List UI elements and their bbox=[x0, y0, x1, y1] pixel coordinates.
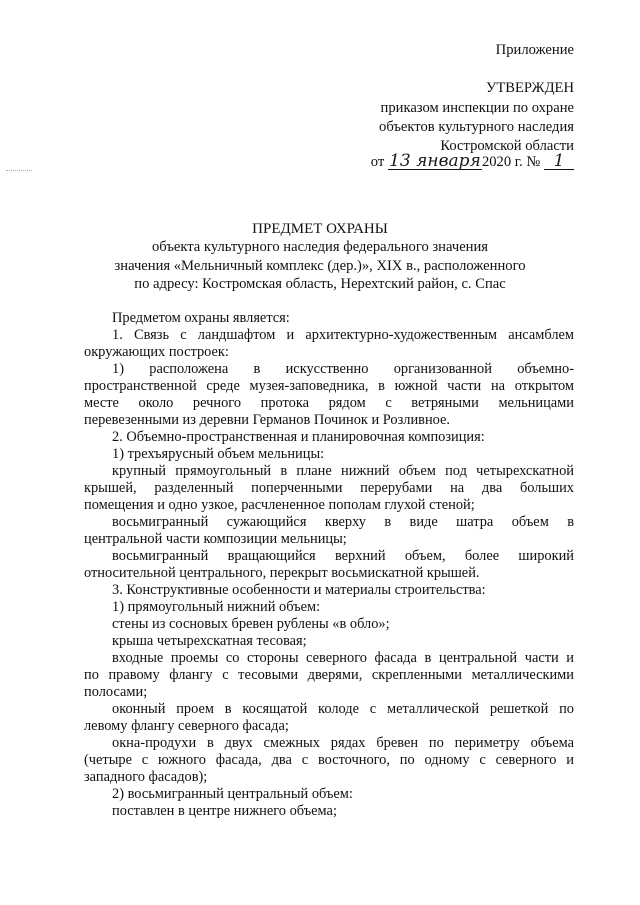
body-line: восьмигранный вращающийся верхний объем, более широкий bbox=[112, 548, 574, 564]
order-line-1: приказом инспекции по охране bbox=[380, 100, 574, 116]
order-line-3: Костромской области bbox=[440, 138, 574, 154]
order-line-2: объектов культурного наследия bbox=[379, 119, 574, 135]
scan-artifact bbox=[6, 170, 32, 173]
body-line: по правому флангу с тесовыми дверями, скрепленными металлическими bbox=[84, 667, 574, 683]
title-line-1: объекта культурного наследия федерального значения bbox=[151, 239, 489, 255]
body-line: левому флангу северного фасада; bbox=[84, 718, 289, 734]
body-line: окна-продухи в двух смежных рядах бревен по периметру объема bbox=[112, 735, 574, 751]
body-line: восьмигранный сужающийся кверху в виде шатра объем в bbox=[112, 514, 574, 530]
body-line: месте около речного протока рядом с ветряными мельницами bbox=[84, 395, 574, 411]
handwritten-number: 1 bbox=[544, 154, 574, 170]
body-line: 1. Связь с ландшафтом и архитектурно-художественным ансамблем bbox=[112, 327, 574, 343]
body-line: Предметом охраны является: bbox=[112, 310, 290, 326]
body-line: поставлен в центре нижнего объема; bbox=[112, 803, 337, 819]
body-line: 2) восьмигранный центральный объем: bbox=[112, 786, 353, 802]
title-line-2: значения «Мельничный комплекс (дер.)», XIX в., расположенного bbox=[114, 258, 526, 274]
date-prefix: от bbox=[370, 154, 385, 170]
date-year: 2020 г. № bbox=[481, 154, 541, 170]
body-line: относительной центрального, перекрыт восьмискатной крышей. bbox=[84, 565, 480, 581]
body-line: оконный проем в косящатой колоде с металлической решеткой по bbox=[112, 701, 574, 717]
body-line: 1) трехъярусный объем мельницы: bbox=[112, 446, 325, 462]
body-line: крыша четырехскатная тесовая; bbox=[112, 633, 307, 649]
body-line: 1) расположена в искусственно организованной объемно- bbox=[112, 361, 574, 377]
body-line: перевезенными из деревни Германов Починок и Розливное. bbox=[84, 412, 451, 428]
approved-label: УТВЕРЖДЕН bbox=[486, 80, 574, 96]
body-line: помещения и одно узкое, расчлененное пополам глухой стеной; bbox=[84, 497, 475, 513]
appendix-label: Приложение bbox=[495, 42, 574, 58]
body-line: 2. Объемно-пространственная и планировочная композиция: bbox=[112, 429, 485, 445]
handwritten-date: 13 января bbox=[389, 151, 481, 171]
body-line: пространственной среде музея-заповедника, в южной части на открытом bbox=[84, 378, 574, 394]
body-line: центральной части композиции мельницы; bbox=[84, 531, 347, 547]
body-line: 3. Конструктивные особенности и материалы строительства: bbox=[112, 582, 486, 598]
body-line: (четыре с южного фасада, два с восточного, по одному с северного и bbox=[84, 752, 574, 768]
body-line: западного фасадов); bbox=[84, 769, 208, 785]
body-line: входные проемы со стороны северного фасада в центральной части и bbox=[112, 650, 574, 666]
document-title: ПРЕДМЕТ ОХРАНЫ bbox=[252, 221, 388, 237]
body-line: полосами; bbox=[84, 684, 148, 700]
body-line: окружающих построек: bbox=[84, 344, 229, 360]
body-line: крышей, разделенный поперченными перерубами на два больших bbox=[84, 480, 574, 496]
order-date-line bbox=[370, 151, 574, 171]
body-line: крупный прямоугольный в плане нижний объем под четырехскатной bbox=[112, 463, 574, 479]
body-line: 1) прямоугольный нижний объем: bbox=[112, 599, 321, 615]
body-line: стены из сосновых бревен рублены «в обло»; bbox=[112, 616, 390, 632]
title-line-3: по адресу: Костромская область, Нерехтский район, с. Спас bbox=[134, 276, 506, 292]
